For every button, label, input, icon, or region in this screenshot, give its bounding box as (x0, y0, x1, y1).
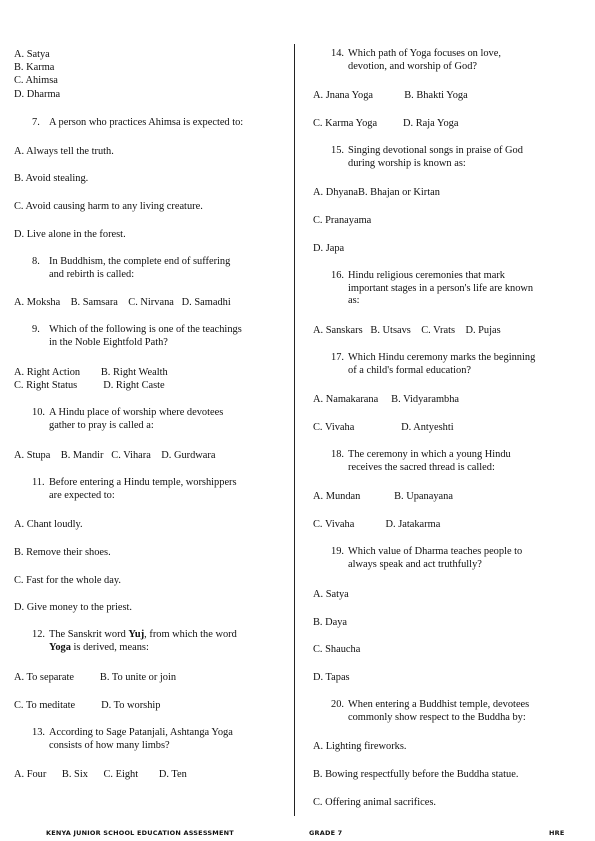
option-line: B. Remove their shoes. (14, 547, 111, 558)
question-text-line: during worship is known as: (348, 157, 466, 169)
question-11 (32, 477, 237, 502)
question-text-line: gather to pray is called a: (49, 419, 154, 431)
question-number: 20. (331, 699, 344, 710)
question-14 (331, 48, 501, 73)
question-12 (32, 629, 237, 654)
option-line: C. Avoid causing harm to any living creature. (14, 201, 203, 212)
question-text-line: Which value of Dharma teaches people to (348, 546, 523, 557)
question-text: The Sanskrit word (49, 629, 129, 640)
question-text-line: Singing devotional songs in praise of God (348, 145, 523, 156)
question-text-line: commonly show respect to the Buddha by: (348, 711, 526, 723)
question-text-line: The ceremony in which a young Hindu (348, 449, 511, 460)
question-text: A person who practices Ahimsa is expected to: (49, 117, 244, 128)
option-line: D. Tapas (313, 672, 350, 683)
option-line: B. Karma (14, 62, 55, 73)
question-text-line: and rebirth is called: (49, 268, 135, 280)
option-row: C. Right Status D. Right Caste (14, 380, 165, 391)
option-line: C. Fast for the whole day. (14, 575, 121, 586)
bold-term: Yoga (49, 641, 71, 653)
option-line: C. Shaucha (313, 644, 361, 655)
question-text-line: are expected to: (49, 489, 115, 501)
question-number: 12. (32, 629, 45, 640)
question-15 (331, 145, 523, 170)
question-text-line: When entering a Buddhist temple, devotees (348, 699, 530, 710)
question-13 (32, 727, 233, 752)
question-text-line: receives the sacred thread is called: (348, 461, 495, 473)
question-9 (32, 324, 242, 349)
footer-exam-title: KENYA JUNIOR SCHOOL EDUCATION ASSESSMENT (46, 829, 234, 837)
question-number: 7. (32, 117, 40, 128)
option-row: A. Mundan B. Upanayana (313, 491, 453, 502)
question-text-line: of a child's formal education? (348, 364, 472, 376)
question-text-line: always speak and act truthfully? (348, 558, 482, 570)
option-line: B. Daya (313, 617, 348, 628)
question-text-line: devotion, and worship of God? (348, 60, 477, 72)
question-number: 10. (32, 407, 45, 418)
option-row: A. Moksha B. Samsara C. Nirvana D. Samadhi (14, 297, 231, 308)
question-text-line: A Hindu place of worship where devotees (49, 407, 224, 418)
option-row: C. Karma Yoga D. Raja Yoga (313, 118, 459, 129)
question-18 (331, 449, 511, 474)
question-text-line: Which of the following is one of the teachings (49, 324, 242, 335)
question-text: is derived, means: (70, 641, 149, 653)
question-16 (331, 270, 533, 308)
question-number: 17. (331, 352, 344, 363)
question-text-line: in the Noble Eightfold Path? (49, 336, 168, 348)
option-line: D. Live alone in the forest. (14, 229, 126, 240)
option-row: A. Stupa B. Mandir C. Vihara D. Gurdwara (14, 450, 216, 461)
question-7 (32, 117, 243, 130)
question-text: , from which the word (144, 629, 237, 640)
option-row: A. Jnana Yoga B. Bhakti Yoga (313, 90, 468, 101)
option-line: D. Dharma (14, 89, 61, 100)
option-line: A. Lighting fireworks. (313, 741, 407, 752)
question-text-line: Before entering a Hindu temple, worshippers (49, 477, 237, 488)
option-row: C. To meditate D. To worship (14, 700, 161, 711)
option-row: A. Right Action B. Right Wealth (14, 367, 168, 378)
question-number: 14. (331, 48, 344, 59)
option-row: A. Four B. Six C. Eight D. Ten (14, 769, 187, 780)
question-number: 13. (32, 727, 45, 738)
question-text-line: Which path of Yoga focuses on love, (348, 48, 501, 59)
question-17 (331, 352, 535, 377)
question-text-line: Which Hindu ceremony marks the beginning (348, 352, 536, 363)
option-line: A. Always tell the truth. (14, 146, 114, 157)
option-line: C. Ahimsa (14, 75, 58, 86)
bold-term: Yuj (128, 629, 145, 640)
footer-subject: HRE (549, 829, 565, 837)
question-text-line: as: (348, 295, 360, 306)
column-divider (294, 44, 295, 816)
option-line: D. Give money to the priest. (14, 602, 133, 613)
question-text-line: Hindu religious ceremonies that mark (348, 270, 505, 281)
option-line: D. Japa (313, 243, 345, 254)
footer-grade: GRADE 7 (309, 829, 343, 837)
option-row: A. Namakarana B. Vidyarambha (313, 394, 460, 405)
question-number: 8. (32, 256, 40, 267)
option-line: B. Bowing respectfully before the Buddha statue. (313, 769, 519, 780)
question-number: 15. (331, 145, 344, 156)
question-text-line: consists of how many limbs? (49, 739, 170, 751)
option-line: C. Offering animal sacrifices. (313, 797, 437, 808)
question-text-line: In Buddhism, the complete end of suffering (49, 256, 231, 267)
question-20 (331, 699, 529, 724)
option-row: A. Sanskars B. Utsavs C. Vrats D. Pujas (313, 325, 501, 336)
question-10 (32, 407, 223, 432)
question-number: 9. (32, 324, 40, 335)
option-row: C. Vivaha D. Antyeshti (313, 422, 454, 433)
option-line: C. Pranayama (313, 215, 372, 226)
question-19 (331, 546, 522, 571)
question-text-line: According to Sage Patanjali, Ashtanga Yoga (49, 727, 233, 738)
question-number: 19. (331, 546, 344, 557)
question-number: 16. (331, 270, 344, 281)
question-text-line: important stages in a person's life are known (348, 282, 534, 294)
question-number: 11. (32, 477, 45, 488)
question-number: 18. (331, 449, 344, 460)
option-row: A. To separate B. To unite or join (14, 672, 177, 683)
option-line: A. Chant loudly. (14, 519, 83, 530)
option-line: A. Satya (14, 49, 50, 60)
option-row: C. Vivaha D. Jatakarma (313, 519, 441, 530)
question-8 (32, 256, 230, 281)
option-line: B. Avoid stealing. (14, 173, 89, 184)
option-line: A. Satya (313, 589, 349, 600)
option-line: A. DhyanaB. Bhajan or Kirtan (313, 187, 440, 198)
